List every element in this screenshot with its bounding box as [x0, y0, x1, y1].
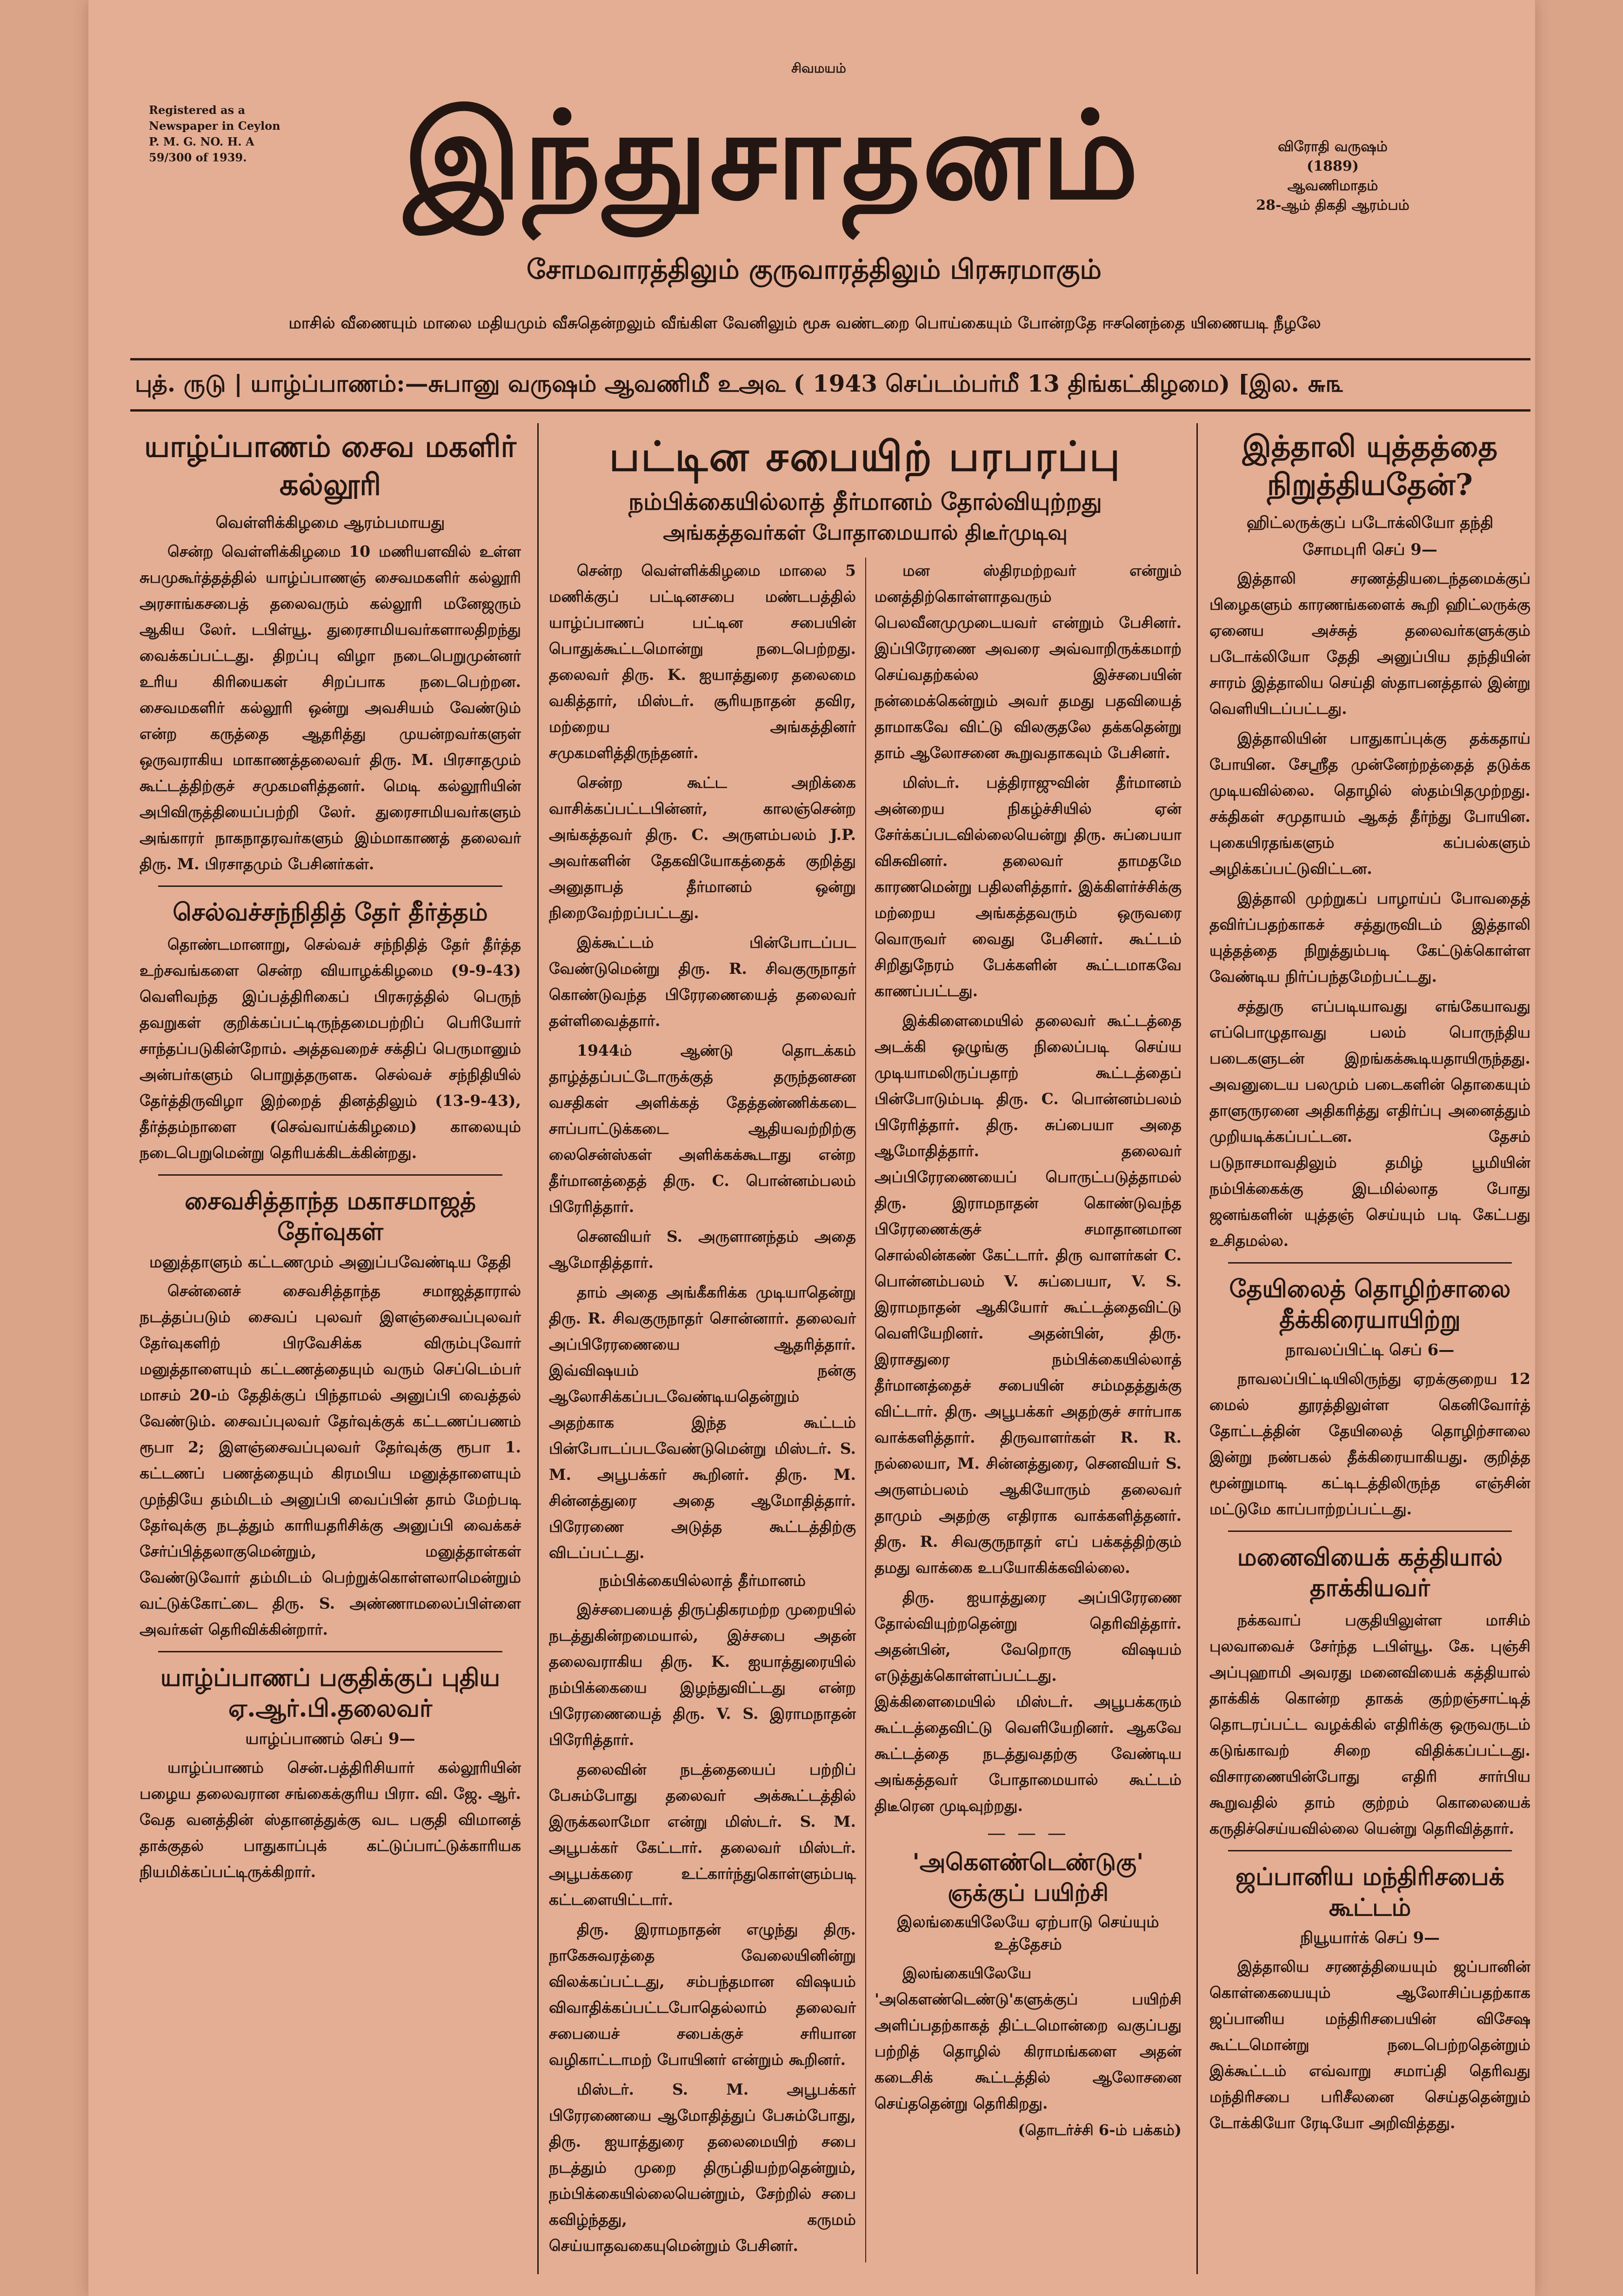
article-kicker: வெள்ளிக்கிழமை ஆரம்பமாயது [215, 513, 445, 532]
article-paragraph: நக்கவாப் பகுதியிலுள்ள மாசிம் புலவாவைச் சேர்ந்த டபிள்யூ. கே. புஞ்சி அப்புஹாமி அவரது மனைவியைக் கத்தியால் தாக்கிக் கொன்ற தாகக் குற்றஞ்சாட்டித் தொடரப்பட்ட வழக்கில் எதிரிக்கு ஒருவருடம் கடுங்காவற் சிறை விதிக்கப்பட்டது. விசாரணையின்போது எதிரி சார்பிய கூறுவதில் தாம் குற்றம் கொலையைக் கருதிச்செய்யவில்லை யென்று தெரிவித்தார். [1209, 1611, 1530, 1837]
lead-deck: அங்கத்தவர்கள் போதாமையால் திடீர்முடிவு [663, 521, 1068, 545]
article-dateline: நியூயார்க் செப் 9— [1300, 1929, 1440, 1947]
article-paragraph: தலைவின் நடத்தையைப் பற்றிப் பேசும்போது தலைவர் அக்கூட்டத்தில் இருக்கலாமோ என்று மிஸ்டர். S. M. அபூபக்கர் கேட்டார். தலைவர் மிஸ்டர். அபூபக்கரை உட்கார்ந்துகொள்ளும்படி கட்டளையிட்டார். [549, 1760, 856, 1909]
newspaper-title: இந்துசாதனம் [404, 85, 1141, 226]
article-dateline: சோமபுரி செப் 9— [1302, 540, 1437, 559]
column-left [140, 423, 521, 2274]
article-paragraph: சென்னைச் சைவசித்தாந்த சமாஜத்தாரால் நடத்தப்படும் சைவப் புலவர் இளஞ்சைவப்புலவர் தேர்வுகளிற் பிரவேசிக்க விரும்புவோர் மனுத்தாளையும் கட்டணத்தையும் வரும் செப்டெம்பர் மாசம் 20-ம் தேதிக்குப் பிந்தாமல் அனுப்பி வைத்தல் வேண்டும். சைவப்புலவர் தேர்வுக்குக் கட்டணப்பணம் ரூபா 2; இளஞ்சைவப்புலவர் தேர்வுக்கு ரூபா 1. கட்டணப் பணத்தையும் கிரமபிய மனுத்தாளையும் முந்தியே தம்மிடம் அனுப்பி வைப்பின் தாம் மேற்படி தேர்வுக்கு நடத்தும் காரியதரிசிக்கு அனுப்பி வைக்கச் சேர்ப்பித்தலாகுமென்றும், மனுத்தாள்கள் வேண்டுவோர் தம்மிடம் பெற்றுக்கொள்ளலாமென்றும் வட்டுக்கோட்டை திரு. S. அண்ணாமலைப்பிள்ளை அவர்கள் தெரிவிக்கின்றார். [140, 1282, 521, 1638]
article-paragraph: திரு. இராமநாதன் எழுந்து திரு. நாகேசுவரத்தை வேலையினின்று விலக்கப்பட்டது, சம்பந்தமான விஷயம் விவாதிக்கப்பட்டபோதெல்லாம் தலைவர் சபையைச் சபைக்குச் சரியான வழிகாட்டாமற் போயினர் என்றும் கூறினர். [549, 1920, 856, 2069]
divider [158, 1174, 502, 1176]
article-paragraph: 1944ம் ஆண்டு தொடக்கம் தாழ்த்தப்பட்டோருக்குத் தருந்தனசன வசதிகள் அளிக்கத் தேத்தண்ணிக்கடை சாப்பாட்டுக்கடை ஆதியவற்றிற்கு லைசென்ஸ்கள் அளிக்கக்கூடாது என்ற தீர்மானத்தைத் திரு. C. பொன்னம்பலம் பிரேரித்தார். [549, 1041, 856, 1216]
article-paragraph: சென்ற வெள்ளிக்கிழமை மாலை 5 மணிக்குப் பட்டினசபை மண்டபத்தில் யாழ்ப்பாணப் பட்டின சபையின் பொதுக்கூட்டமொன்று நடைபெற்றது. தலைவர் திரு. K. ஐயாத்துரை தலைமை வகித்தார், மிஸ்டர். சூரியநாதன் தவிர, மற்றைய அங்கத்தினர் சமுகமளித்திருந்தனர். [549, 561, 856, 762]
divider [1228, 1262, 1512, 1264]
article-heading-tea-factory: தேயிலைத் தொழிற்சாலை தீக்கிரையாயிற்று [1229, 1275, 1511, 1334]
divider [1228, 1850, 1512, 1851]
article-paragraph: சத்துரு எப்படியாவது எங்கேயாவது எப்பொழுதாவது பலம் பொருந்திய படைகளுடன் இறங்கக்கூடியதாயிருந்தது. அவனுடைய பலமும் படைகளின் தொகையும் தாளுருரனை அதிகரித்து எதிர்ப்பு அனைத்தும் முறியடிக்கப்பட்டன. தேசம் படுநாசமாவதிலும் தமிழ் பூமியின் நம்பிக்கைக்கு இடமில்லாத போது ஜனங்களின் யுத்தஞ் செய்யும் படி கேட்பது உசிதமல்ல. [1209, 997, 1530, 1250]
column-divider-1 [537, 423, 539, 2274]
article-paragraph: நாவலப்பிட்டியிலிருந்து ஏறக்குறைய 12 மைல் தூரத்திலுள்ள கெனிவோர்த் தோட்டத்தின் தேயிலைத் தொழிற்சாலை இன்று நண்பகல் தீக்கிரையாகியது. குறித்த மூன்றுமாடி கட்டிடத்திலிருந்த எஞ்சின் மட்டுமே காப்பாற்றப்பட்டது. [1209, 1370, 1530, 1518]
divider [158, 885, 502, 887]
article-paragraph: இத்தாலிய சரணத்தியையும் ஜப்பானின் கொள்கையையும் ஆலோசிப்பதற்காக ஜப்பானிய மந்திரிசபையின் விசேஷ கூட்டமொன்று நடைபெற்றதென்றும் இக்கூட்டம் எவ்வாறு சமாப்தி தெரிவது மந்திரிசபை பரிசீலனை செய்ததென்றும் டோக்கியோ ரேடியோ அறிவித்தது. [1209, 1957, 1530, 2132]
divider [158, 1651, 502, 1652]
article-kicker: இலங்கையிலேயே ஏற்பாடு செய்யும் உத்தேசம் [897, 1913, 1159, 1954]
continued-note: (தொடர்ச்சி 6-ம் பக்கம்) [1018, 2121, 1182, 2139]
article-heading-japan-cabinet: ஜப்பானிய மந்திரிசபைக் கூட்டம் [1235, 1863, 1505, 1922]
column-divider-2 [1196, 423, 1198, 2274]
sivamayam-invocation: சிவமயம் [791, 60, 846, 76]
column-center [549, 423, 1182, 2274]
devotional-verse: மாசில் வீணையும் மாலை மதியமும் வீசுதென்றலும் வீங்கிள வேனிலும் மூசு வண்டறை பொய்கையும் போன்றதே ஈசனெந்தை யிணையடி நீழலே [288, 314, 1321, 333]
article-heading-chariot-festival: செல்வச்சந்நிதித் தேர் தீர்த்தம் [173, 898, 488, 926]
article-dateline: நாவலப்பிட்டி செப் 6— [1285, 1341, 1455, 1359]
article-kicker: ஹிட்லருக்குப் படோக்லியோ தந்தி [1246, 513, 1494, 532]
article-paragraph: இச்சபையைத் திருப்திகரமற்ற முறையில் நடத்துகின்றமையால், இச்சபை அதன் தலைவராகிய திரு. K. ஐயாத்துரையில் நம்பிக்கையை இழந்துவிட்டது என்ற பிரேரணையைத் திரு. V. S. இராமநாதன் பிரேரித்தார். [549, 1600, 856, 1749]
article-paragraph: இக்கூட்டம் பின்போடப்பட வேண்டுமென்று திரு. R. சிவகுருநாதர் கொண்டுவந்த பிரேரணையைத் தலைவர் தள்ளிவைத்தார். [549, 933, 856, 1030]
section-subhead: நம்பிக்கையில்லாத் தீர்மானம் [599, 1571, 806, 1590]
lead-subheadline: நம்பிக்கையில்லாத் தீர்மானம் தோல்வியுற்றது [628, 488, 1102, 515]
article-paragraph: இத்தாலியின் பாதுகாப்புக்கு தக்கதாய் போயின. சேஸ்ரீத முன்னேற்றத்தைத் தடுக்க முடியவில்லை. தொழில் ஸ்தம்பிதமுற்றது. சக்திகள் சமுதாயம் ஆகத் தீர்ந்து போயின. புகையிரதங்களும் கப்பல்களும் அழிக்கப்பட்டுவிட்டன. [1209, 729, 1530, 878]
article-paragraph: திரு. ஐயாத்துரை அப்பிரேரணை தோல்வியுற்றதென்று தெரிவித்தார். அதன்பின், வேறொரு விஷயம் எடுத்துக்கொள்ளப்பட்டது. இக்கிளைமையில் மிஸ்டர். அபூபக்கரும் கூட்டத்தைவிட்டு வெளியேறினர். ஆகவே கூட்டத்தை நடத்துவதற்கு வேண்டிய அங்கத்தவர் போதாமையால் கூட்டம் திடீரென முடிவுற்றது. [875, 1588, 1182, 1815]
article-paragraph: தொண்டமானாறு, செல்வச் சந்நிதித் தேர் தீர்த்த உற்சவங்களை சென்ற வியாழக்கிழமை (9-9-43) வெளிவந்த இப்பத்திரிகைப் பிரசுரத்தில் பெருந் தவறுகள் குறிக்கப்பட்டிருந்தமைபற்றிப் பெரியோர் சாந்தப்படுகின்றோம். அத்தவறைச் சக்திப் பெருமானும் அன்பர்களும் பொறுத்தருளக. செல்வச் சந்நிதியில் தேர்த்திருவிழா இற்றைத் தினத்திலும் (13-9-43), தீர்த்தம்நாளை (செவ்வாய்க்கிழமை) காலையும் நடைபெறுமென்று தெரியக்கிடக்கின்றது. [140, 935, 521, 1162]
article-paragraph: இத்தாலி முற்றுகப் பாழாய்ப் போவதைத் தவிர்ப்பதற்காகச் சத்துருவிடம் இத்தாலி யுத்தத்தை நிறுத்தும்படி கேட்டுக்கொள்ள வேண்டிய நிர்ப்பந்தமேற்பட்டது. [1209, 889, 1530, 985]
masthead-rule-bottom [130, 409, 1530, 412]
article-paragraph: சென்ற கூட்ட அறிக்கை வாசிக்கப்பட்டபின்னர், காலஞ்சென்ற அங்கத்தவர் திரு. C. அருளம்பலம் J.P. அவர்களின் தேகவியோகத்தைக் குறித்து அனுதாபத் தீர்மானம் ஒன்று நிறைவேற்றப்பட்டது. [549, 773, 856, 922]
article-paragraph: தாம் அதை அங்கீகரிக்க முடியாதென்று திரு. R. சிவகுருநாதர் சொன்னார். தலைவர் அப்பிரேரணையை ஆதரித்தார். இவ்விஷயம் நன்கு ஆலோசிக்கப்படவேண்டியதென்றும் அதற்காக இந்த கூட்டம் பின்போடப்படவேண்டுமென்று மிஸ்டர். S. M. அபூபக்கர் கூறினர். திரு. M. சின்னத்துரை அதை ஆமோதித்தார். பிரேரணை அடுத்த கூட்டத்திற்கு விடப்பட்டது. [549, 1283, 856, 1562]
article-paragraph: மிஸ்டர். S. M. அபூபக்கர் பிரேரணையை ஆமோதித்துப் பேசும்போது, திரு. ஐயாத்துரை தலைமையிற் சபை நடத்தும் முறை திருப்தியற்றதென்றும், நம்பிக்கையில்லையென்றும், சேற்றில் சபை கவிழ்ந்தது, கருமம் செய்யாதவகையுமென்றும் பேசினர். [549, 2080, 856, 2255]
article-paragraph: யாழ்ப்பாணம் சென்.பத்திரிசியார் கல்லூரியின் பழைய தலைவரான சங்கைக்குரிய பிரா. வி. ஜே. ஆர். வேத வனத்தின் ஸ்தானத்துக்கு வட பகுதி விமானத் தாக்குதல் பாதுகாப்புக் கட்டுப்பாட்டுக்காரியக நியமிக்கப்பட்டிருக்கிறார். [140, 1758, 521, 1881]
inner-column-divider [865, 558, 866, 2263]
masthead-rule-top [130, 358, 1530, 360]
article-paragraph: இக்கிளைமையில் தலைவர் கூட்டத்தை அடக்கி ஒழுங்கு நிலைப்படி செய்ய முடியாமலிருப்பதாற் கூட்டத்தைப் பின்போடும்படி திரு. C. பொன்னம்பலம் பிரேரித்தார். திரு. சுப்பையா அதை ஆமோதித்தார். தலைவர் அப்பிரேரணையைப் பொருட்படுத்தாமல் திரு. இராமநாதன் கொண்டுவந்த பிரேரணைக்குச் சமாதானமான சொல்லின்கண் கேட்டார். திரு வாளர்கள் C. பொன்னம்பலம் V. சுப்பையா, V. S. இராமநாதன் ஆகியோர் கூட்டத்தைவிட்டு வெளியேறினர். அதன்பின், திரு. இராசதுரை நம்பிக்கையில்லாத் தீர்மானத்தைச் சபையின் சம்மதத்துக்கு விட்டார். திரு. அபூபக்கர் அதற்குச் சார்பாக வாக்களித்தார். திருவாளர்கள் R. R. நல்லையா, M. சின்னத்துரை, செனவியர் S. அருளம்பலம் ஆகியோரும் தலைவர் தாமும் அதற்கு எதிராக வாக்களித்தனர். திரு. R. சிவகுருநாதர் எப் பக்கத்திற்கும் தமது வாக்கை உபயோகிக்கவில்லை. [875, 1012, 1182, 1577]
lead-story-left [549, 558, 856, 2263]
article-paragraph: மிஸ்டர். பத்திராஜுவின் தீர்மானம் அன்றைய நிகழ்ச்சியில் ஏன் சேர்க்கப்படவில்லையென்று திரு. சுப்பையா விசுவினர். தலைவர் தாமதமே காரணமென்று பதிலளித்தார். இக்கிளர்ச்சிக்கு மற்றைய அங்கத்தவரும் ஒருவரை வொருவர் வைது பேசினர். கூட்டம் சிறிதுநேரம் பேக்களின் கூட்டமாகவே காணப்பட்டது. [875, 773, 1182, 1000]
article-kicker: மனுத்தாளும் கட்டணமும் அனுப்பவேண்டிய தேதி [149, 1253, 511, 1271]
era-note: விரோதி வருஷம் (1889) ஆவணிமாதம் 28-ஆம் திகதி ஆரம்பம் [1256, 139, 1409, 213]
article-paragraph: இலங்கையிலேயே 'அகௌண்டெண்டு'களுக்குப் பயிற்சி அளிப்பதற்காகத் திட்டமொன்றை வகுப்பது பற்றித் தொழில் கிராமங்களை அதன் கடைசிக் கூட்டத்தில் ஆலோசனை செய்ததென்று தெரிகிறது. [875, 1964, 1182, 2112]
registration-note: Registered as a Newspaper in Ceylon P. M. G. NO. H. A 59/300 of 1939. [149, 103, 281, 164]
article-paragraph: இத்தாலி சரணத்தியடைந்தமைக்குப் பிழைகளும் காரணங்களைக் கூறி ஹிட்லருக்கு ஏனைய அச்சுத் தலைவர்களுக்கும் படோக்லியோ தேதி அனுப்பிய தந்தியின் சாரம் இத்தாலிய செய்தி ஸ்தாபனத்தால் இன்று வெளியிடப்பட்டது. [1209, 569, 1530, 718]
article-paragraph: செனவியர் S. அருளானந்தம் அதை ஆமோதித்தார். [549, 1227, 856, 1271]
lead-headline: பட்டின சபையிற் பரபரப்பு [609, 432, 1122, 480]
divider: — — — [987, 1823, 1069, 1844]
article-dateline: யாழ்ப்பாணம் செப் 9— [245, 1730, 415, 1748]
article-paragraph: சென்ற வெள்ளிக்கிழமை 10 மணியளவில் உள்ள சுபமுகூர்த்தத்தில் யாழ்ப்பாணஞ் சைவமகளிர் கல்லூரி அரசாங்கசபைத் தலைவரும் கல்லூரி மனேஜரும் ஆகிய லேர். டபிள்யூ. துரைசாமியவர்களாலதிறந்து வைக்கப்பட்டது. திறப்பு விழா நடைபெறுமுன்னர் உரிய கிரியைகள் சிறப்பாக நடைபெற்றன. சைவமகளிர் கல்லூரி ஒன்று அவசியம் வேண்டும் என்ற கருத்தை ஆதரித்து முயன்றவர்களுள் ஒருவராகிய மாகாணத்தலைவர் திரு. M. பிரசாதமும் கூட்டத்திற்குச் சமுகமளித்தனர். மெடி கல்லூரியின் அபிவிருத்தியைப்பற்றி லேர். துரைசாமியவர்களும் அங்காரர் நாகநாதரவர்களும் இம்மாகாணத் தலைவர் திரு. M. பிரசாதமும் பேசினர்கள். [140, 542, 521, 873]
article-heading-saiva-exams: சைவசித்தாந்த மகாசமாஜத் தேர்வுகள் [184, 1187, 476, 1246]
lead-story-body [549, 558, 1182, 2263]
lead-story-right [875, 558, 1182, 2263]
divider [1228, 1531, 1512, 1532]
article-paragraph: மன ஸ்திரமற்றவர் என்றும் மனத்திற்கொள்ளாதவரும் பெலவீனமுமுடையவர் என்றும் பேசினர். இப்பிரேரணை அவரை அவ்வாறிருக்கமாற் செய்வதற்கல்ல இச்சபையின் நன்மைக்கென்றும் அவர் தமது பதவியைத் தாமாகவே விட்டு விலகுதலே தக்கதென்று தாம் ஆலோசனை கூறுவதாகவும் பேசினர். [875, 561, 1182, 762]
article-heading-arp-leader: யாழ்ப்பாணப் பகுதிக்குப் புதிய ஏ.ஆர்.பி.தலைவர் [160, 1664, 501, 1723]
column-right [1209, 423, 1530, 2274]
issue-dateline: புத். ருடு | யாழ்ப்பாணம்:—சுபானு வருஷம் ஆவணிமீ உஅ௳ ( 1943 செப்டம்பர்மீ 13 திங்கட்கிழமை) [இல. ௬௩ [135, 370, 1344, 397]
article-heading-womens-college: யாழ்ப்பாணம் சைவ மகளிர் கல்லூரி [144, 429, 516, 502]
publication-schedule: சோமவாரத்திலும் குருவாரத்திலும் பிரசுரமாகும் [526, 253, 1102, 285]
article-heading-accountants: 'அகௌண்டெண்டுகு' ஞக்குப் பயிற்சி [912, 1848, 1144, 1906]
article-heading-italy: இத்தாலி யுத்தத்தை நிறுத்தியதேன்? [1242, 429, 1498, 502]
article-heading-knife-attack: மனைவியைக் கத்தியால் தாக்கியவர் [1237, 1543, 1503, 1602]
